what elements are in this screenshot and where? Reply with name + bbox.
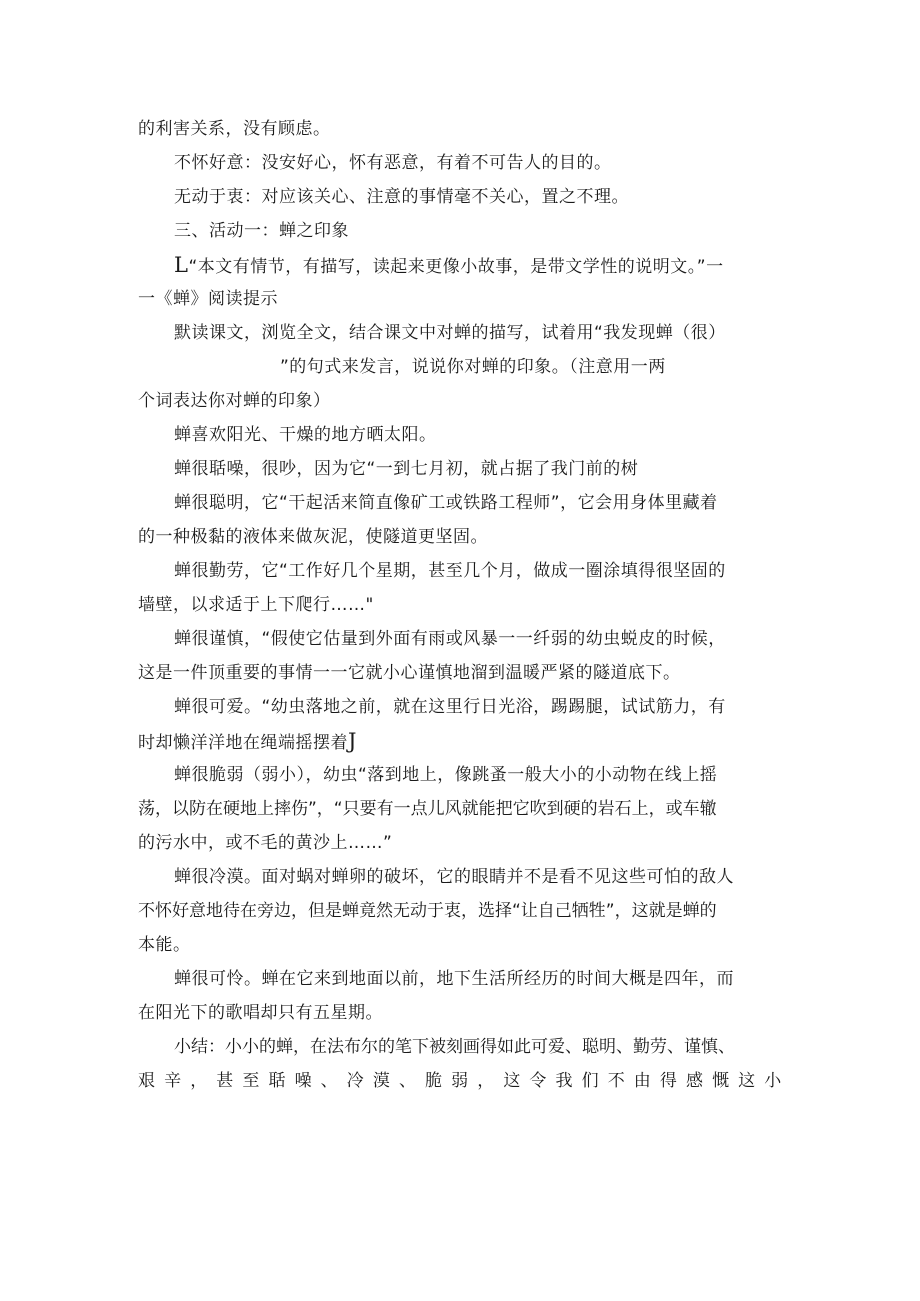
- justified-char: 甚: [216, 1071, 234, 1091]
- justified-char: 漠: [372, 1071, 391, 1091]
- justified-char: 噪: [294, 1071, 313, 1091]
- justified-char: 不: [607, 1071, 626, 1091]
- text-line: 蝉喜欢阳光、干燥的地方晒太阳。: [174, 425, 437, 445]
- justified-char: ，: [190, 1071, 208, 1091]
- text-line: 不怀好意地待在旁边，但是蝉竟然无动于衷，选择“让自己牺牲”，这就是蝉的: [138, 901, 717, 921]
- justified-char: 辛: [164, 1071, 182, 1091]
- text-line: ”的句式来发言，说说你对蝉的印象。（注意用一两: [280, 357, 666, 377]
- document-body: [138, 112, 782, 1098]
- text-line: 无动于衷：对应该关心、注意的事情毫不关心，置之不理。: [174, 187, 629, 207]
- text-line: 小结：小小的蝉，在法布尔的笔下被刻画得如此可爱、聪明、勤劳、谨慎、: [174, 1037, 735, 1057]
- justified-char: 由: [633, 1071, 652, 1091]
- quote-line: [138, 248, 782, 282]
- text-line: 不怀好意：没安好心，怀有恶意，有着不可告人的目的。: [174, 153, 612, 173]
- text-line: 荡，以防在硬地上摔伤”，“只要有一点儿风就能把它吹到硬的岩石上，或车辙: [138, 799, 717, 819]
- text-line: 蝉很可爱。“幼虫落地之前，就在这里行日光浴，踢踢腿，试试筋力，有: [174, 697, 726, 717]
- text-line: 蝉很勤劳，它“工作好几个星期，甚至几个月，做成一圈涂填得很坚固的: [174, 561, 726, 581]
- justified-line: [138, 1064, 782, 1098]
- ocr-mark-j: J: [348, 729, 357, 753]
- justified-char: 弱: [451, 1071, 469, 1091]
- text-line: 这是一件顶重要的事情一一它就小心谨慎地溜到温暖严紧的隧道底下。: [138, 663, 681, 683]
- text-line: 在阳光下的歌唱却只有五星期。: [138, 1003, 383, 1023]
- text-line: 墙壁，以求适于上下爬行……": [138, 595, 374, 615]
- justified-char: 小: [764, 1071, 782, 1091]
- text-line: 蝉很脆弱（弱小），幼虫“落到地上，像跳蚤一般大小的小动物在线上摇: [174, 765, 718, 785]
- justified-char: 艰: [138, 1071, 156, 1091]
- text-line: 蝉很冷漠。面对蜗对蝉卵的破坏，它的眼睛并不是看不见这些可怕的敌人: [174, 867, 734, 887]
- text-line: 默读课文，浏览全文，结合课文中对蝉的描写，试着用“我发现蝉（很）: [174, 323, 726, 343]
- text-line: 蝉很谨慎，“假使它估量到外面有雨或风暴一一纤弱的幼虫蜕皮的时候，: [174, 629, 726, 649]
- quote-line: [138, 724, 782, 758]
- justified-char: 我: [555, 1071, 573, 1091]
- justified-char: 令: [529, 1071, 547, 1091]
- text-line: 的一种极黏的液体来做灰泥，使隧道更坚固。: [138, 527, 488, 547]
- text-line: 的污水中，或不毛的黄沙上……”: [138, 833, 393, 853]
- text-line: 本能。: [138, 935, 191, 955]
- justified-char: 聒: [268, 1071, 286, 1091]
- quote-text: 时却懒洋洋地在绳端摇摆着: [138, 733, 348, 753]
- justified-char: 、: [320, 1071, 339, 1091]
- ocr-mark-l: L: [174, 253, 189, 277]
- justified-char: 冷: [346, 1071, 365, 1091]
- justified-char: 这: [738, 1071, 756, 1091]
- text-line: 蝉很聪明，它“干起活来简直像矿工或铁路工程师”，它会用身体里藏着: [174, 493, 718, 513]
- text-line: 一《蝉》阅读提示: [138, 289, 278, 309]
- text-line: 的利害关系，没有顾虑。: [138, 119, 331, 139]
- justified-char: 慨: [712, 1071, 730, 1091]
- justified-char: ，: [477, 1071, 495, 1091]
- quote-text: “本文有情节，有描写，读起来更像小故事，是带文学性的说明文。”一: [188, 257, 724, 277]
- justified-char: 这: [503, 1071, 521, 1091]
- justified-char: 脆: [425, 1071, 443, 1091]
- text-line: 个词表达你对蝉的印象）: [138, 391, 331, 411]
- justified-char: 至: [242, 1071, 260, 1091]
- text-line: 蝉很聒噪，很吵，因为它“一到七月初，就占据了我门前的树: [174, 459, 639, 479]
- text-line: 蝉很可怜。蝉在它来到地面以前，地下生活所经历的时间大概是四年，而: [174, 969, 734, 989]
- section-heading: 三、活动一：蝉之印象: [174, 221, 349, 241]
- justified-char: 得: [659, 1071, 678, 1091]
- justified-char: 、: [398, 1071, 417, 1091]
- justified-char: 们: [581, 1071, 600, 1091]
- justified-char: 感: [685, 1071, 704, 1091]
